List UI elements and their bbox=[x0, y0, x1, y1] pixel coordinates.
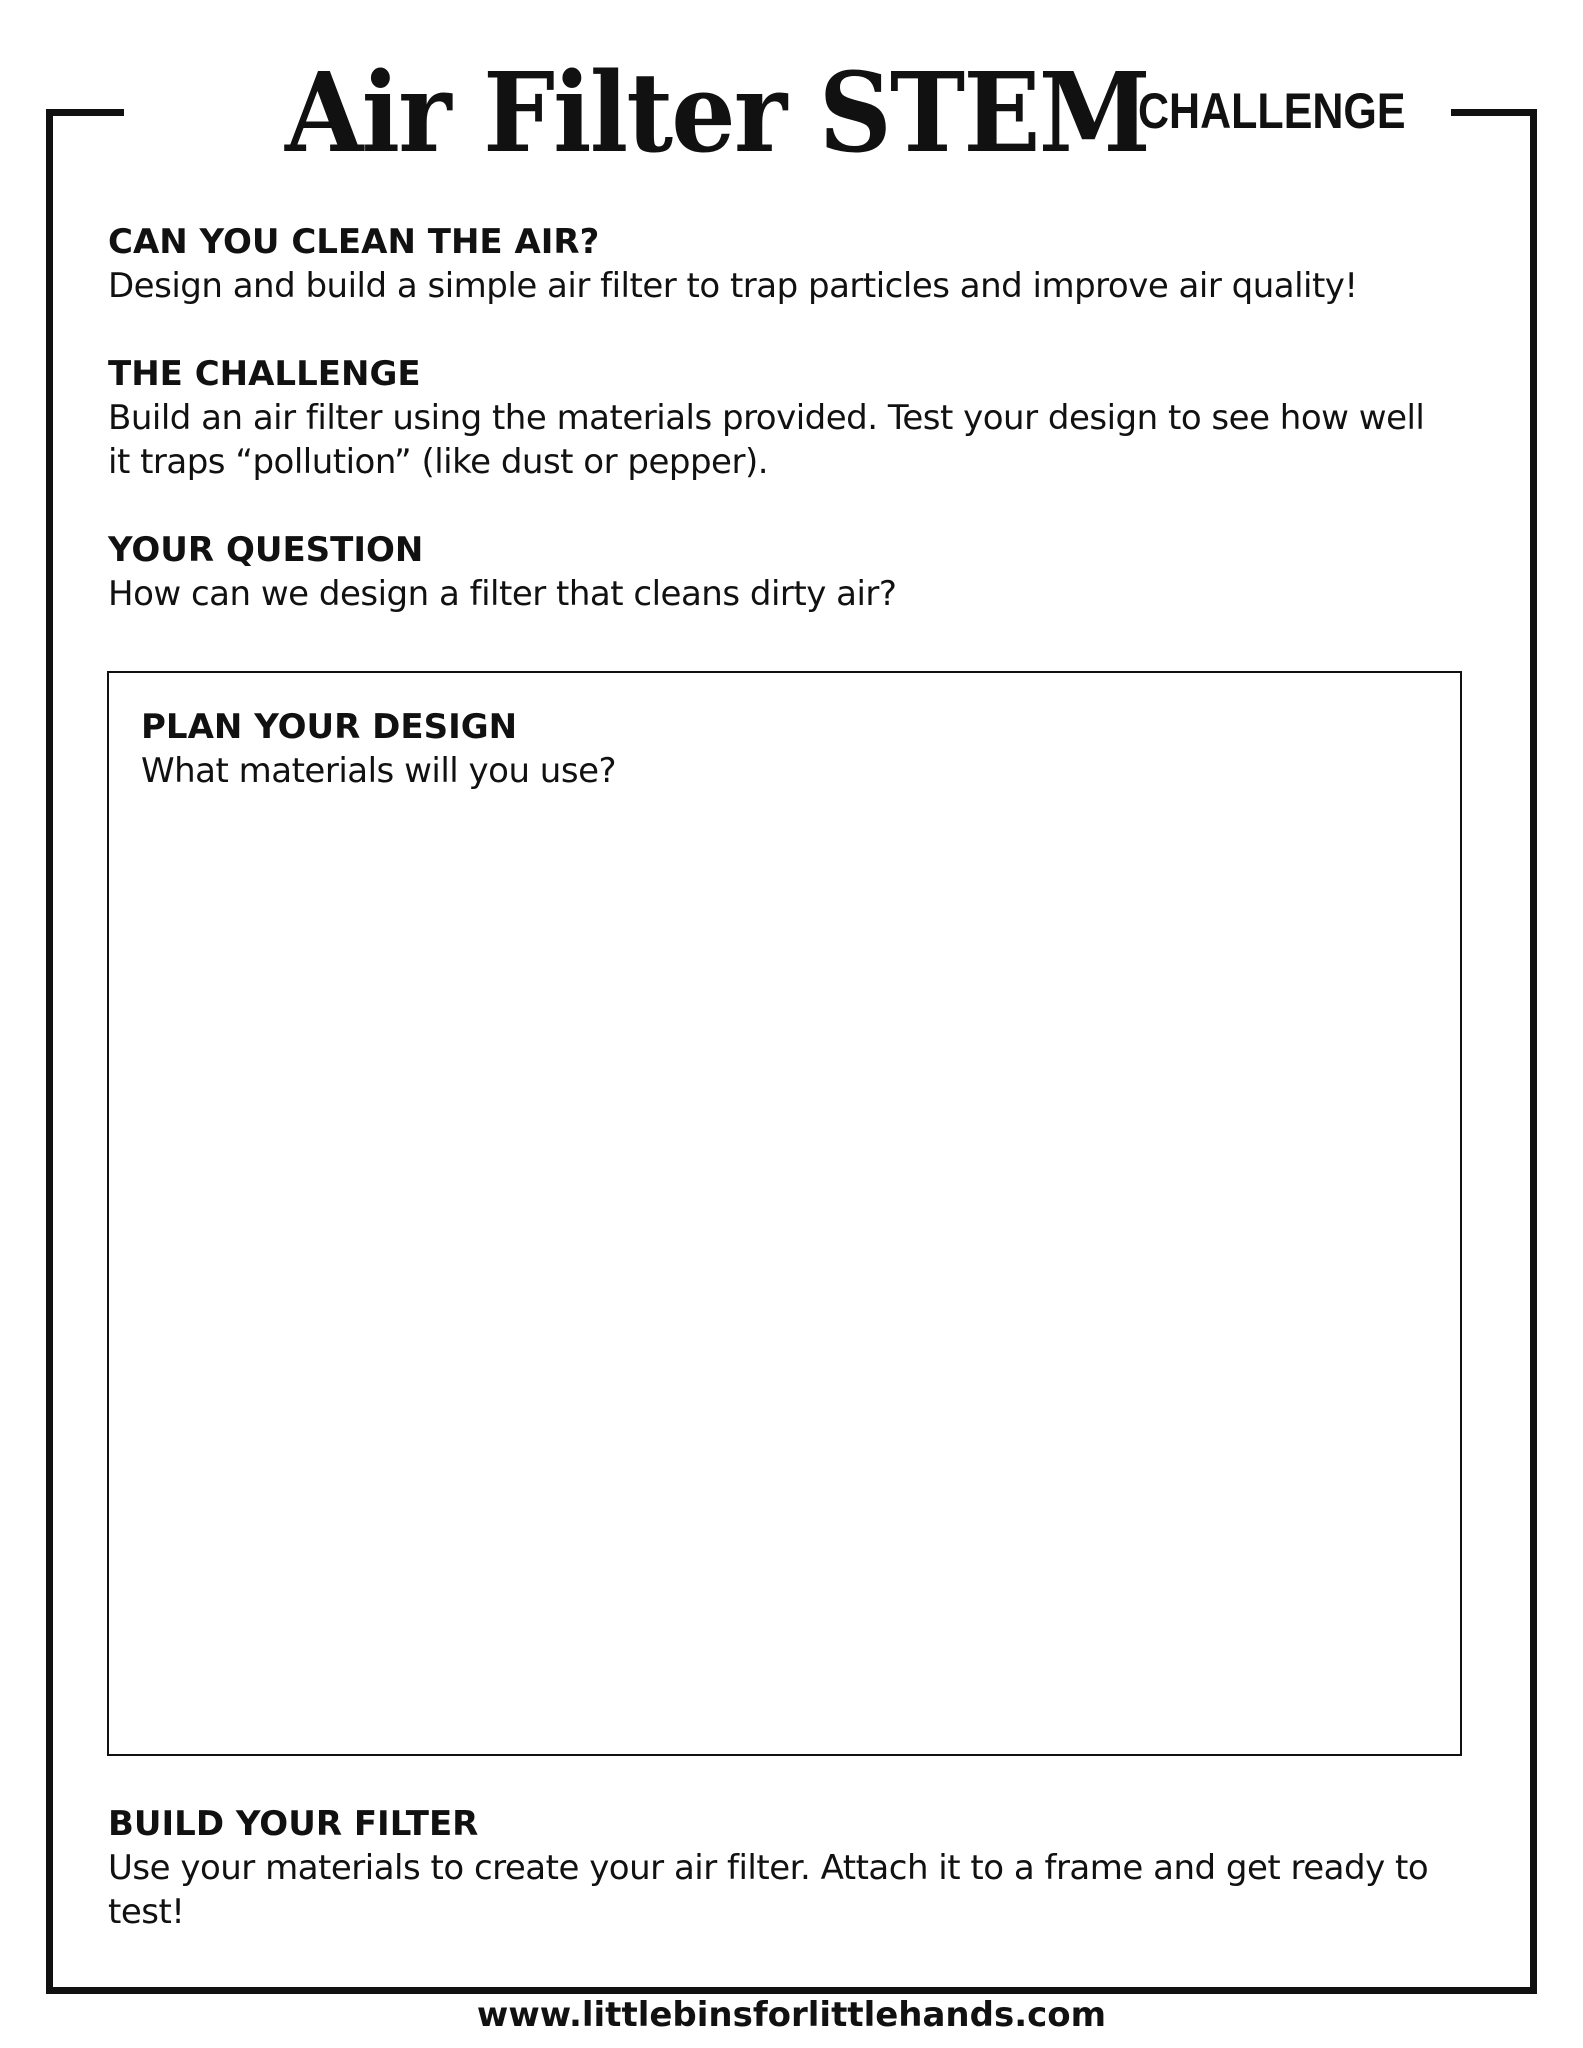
build-heading: BUILD YOUR FILTER bbox=[108, 1804, 479, 1844]
question-body: How can we design a filter that cleans dirty air? bbox=[108, 574, 897, 614]
challenge-section bbox=[108, 352, 1488, 484]
intro-heading: CAN YOU CLEAN THE AIR? bbox=[108, 222, 600, 262]
build-section bbox=[108, 1802, 1488, 1934]
footer-url: www.littlebinsforlittlehands.com bbox=[476, 1995, 1107, 2035]
question-section bbox=[108, 528, 1488, 616]
intro-section bbox=[108, 220, 1488, 308]
build-body-line-2: test! bbox=[108, 1892, 185, 1932]
challenge-heading: THE CHALLENGE bbox=[108, 354, 421, 394]
plan-heading: PLAN YOUR DESIGN bbox=[141, 707, 518, 747]
build-body-line-1: Use your materials to create your air filter. Attach it to a frame and get ready to bbox=[108, 1848, 1429, 1888]
frame-left-border bbox=[46, 109, 53, 1994]
plan-design-content bbox=[141, 705, 1421, 793]
intro-body: Design and build a simple air filter to trap particles and improve air quality! bbox=[108, 266, 1358, 306]
plan-design-box[interactable] bbox=[107, 671, 1462, 1756]
page-title: Air Filter STEM bbox=[285, 48, 1149, 177]
question-heading: YOUR QUESTION bbox=[108, 530, 424, 570]
challenge-body-line-2: it traps “pollution” (like dust or pepper). bbox=[108, 442, 769, 482]
page-subtitle: CHALLENGE bbox=[1138, 83, 1406, 139]
challenge-body-line-1: Build an air filter using the materials provided. Test your design to see how well bbox=[108, 398, 1425, 438]
plan-prompt: What materials will you use? bbox=[141, 751, 617, 791]
frame-right-border bbox=[1530, 109, 1537, 1994]
worksheet-header bbox=[0, 48, 1583, 188]
